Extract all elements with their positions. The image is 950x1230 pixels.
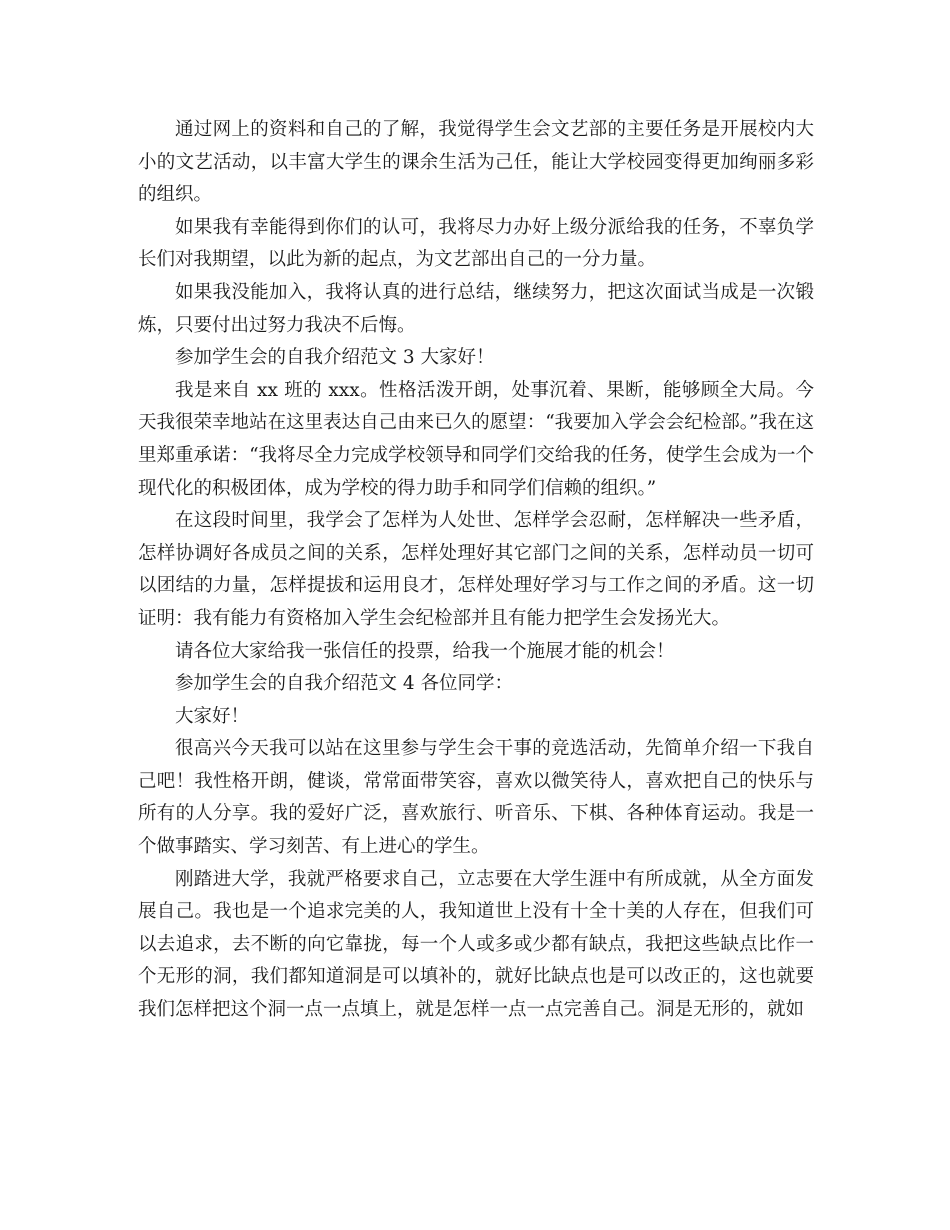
paragraph-11: 刚踏进大学，我就严格要求自己，立志要在大学生涯中有所成就，从全方面发展自己。我也是一个追求完美的人，我知道世上没有十全十美的人存在，但我们可以去追求，去不断的向它靠拢，每一个人或多或少都有缺点，我把这些缺点比作一个无形的洞，我们都知道洞是可以填补的，就好比缺点也是可以改正的，这也就要我们怎样把这个洞一点一点填上，就是怎样一点一点完善自己。洞是无形的，就如 [138,868,814,1021]
document-body [138,114,814,1027]
paragraph-4-heading: 参加学生会的自我介绍范文 3 大家好！ [175,347,495,369]
paragraph-3: 如果我没能加入，我将认真的进行总结，继续努力，把这次面试当成是一次锻炼，只要付出过努力我决不后悔。 [138,281,814,336]
paragraph-10: 很高兴今天我可以站在这里参与学生会干事的竞选活动，先简单介绍一下我自己吧！我性格开朗，健谈，常常面带笑容，喜欢以微笑待人，喜欢把自己的快乐与所有的人分享。我的爱好广泛，喜欢旅行、听音乐、下棋、各种体育运动。我是一个做事踏实、学习刻苦、有上进心的学生。 [138,738,814,858]
paragraph-5: 我是来自 xx 班的 xxx。性格活泼开朗，处事沉着、果断，能够顾全大局。今天我很荣幸地站在这里表达自己由来已久的愿望：“我要加入学会会纪检部。”我在这里郑重承诺：“我将尽全力完成学校领导和同学们交给我的任务，使学生会成为一个现代化的积极团体，成为学校的得力助手和同学们信赖的组织。” [138,379,814,499]
paragraph-6: 在这段时间里，我学会了怎样为人处世、怎样学会忍耐，怎样解决一些矛盾，怎样协调好各成员之间的关系，怎样处理好其它部门之间的关系，怎样动员一切可以团结的力量，怎样提拔和运用良才，怎样处理好学习与工作之间的矛盾。这一切证明：我有能力有资格加入学生会纪检部并且有能力把学生会发扬光大。 [138,510,814,629]
paragraph-9-greeting: 大家好！ [175,705,250,727]
paragraph-2: 如果我有幸能得到你们的认可，我将尽力办好上级分派给我的任务，不辜负学长们对我期望，以此为新的起点，为文艺部出自己的一分力量。 [138,216,814,271]
paragraph-8-heading: 参加学生会的自我介绍范文 4 各位同学： [175,673,514,695]
paragraph-1: 通过网上的资料和自己的了解，我觉得学生会文艺部的主要任务是开展校内大小的文艺活动，以丰富大学生的课余生活为己任，能让大学校园变得更加绚丽多彩的组织。 [138,119,814,206]
paragraph-7: 请各位大家给我一张信任的投票，给我一个施展才能的机会！ [175,640,675,662]
